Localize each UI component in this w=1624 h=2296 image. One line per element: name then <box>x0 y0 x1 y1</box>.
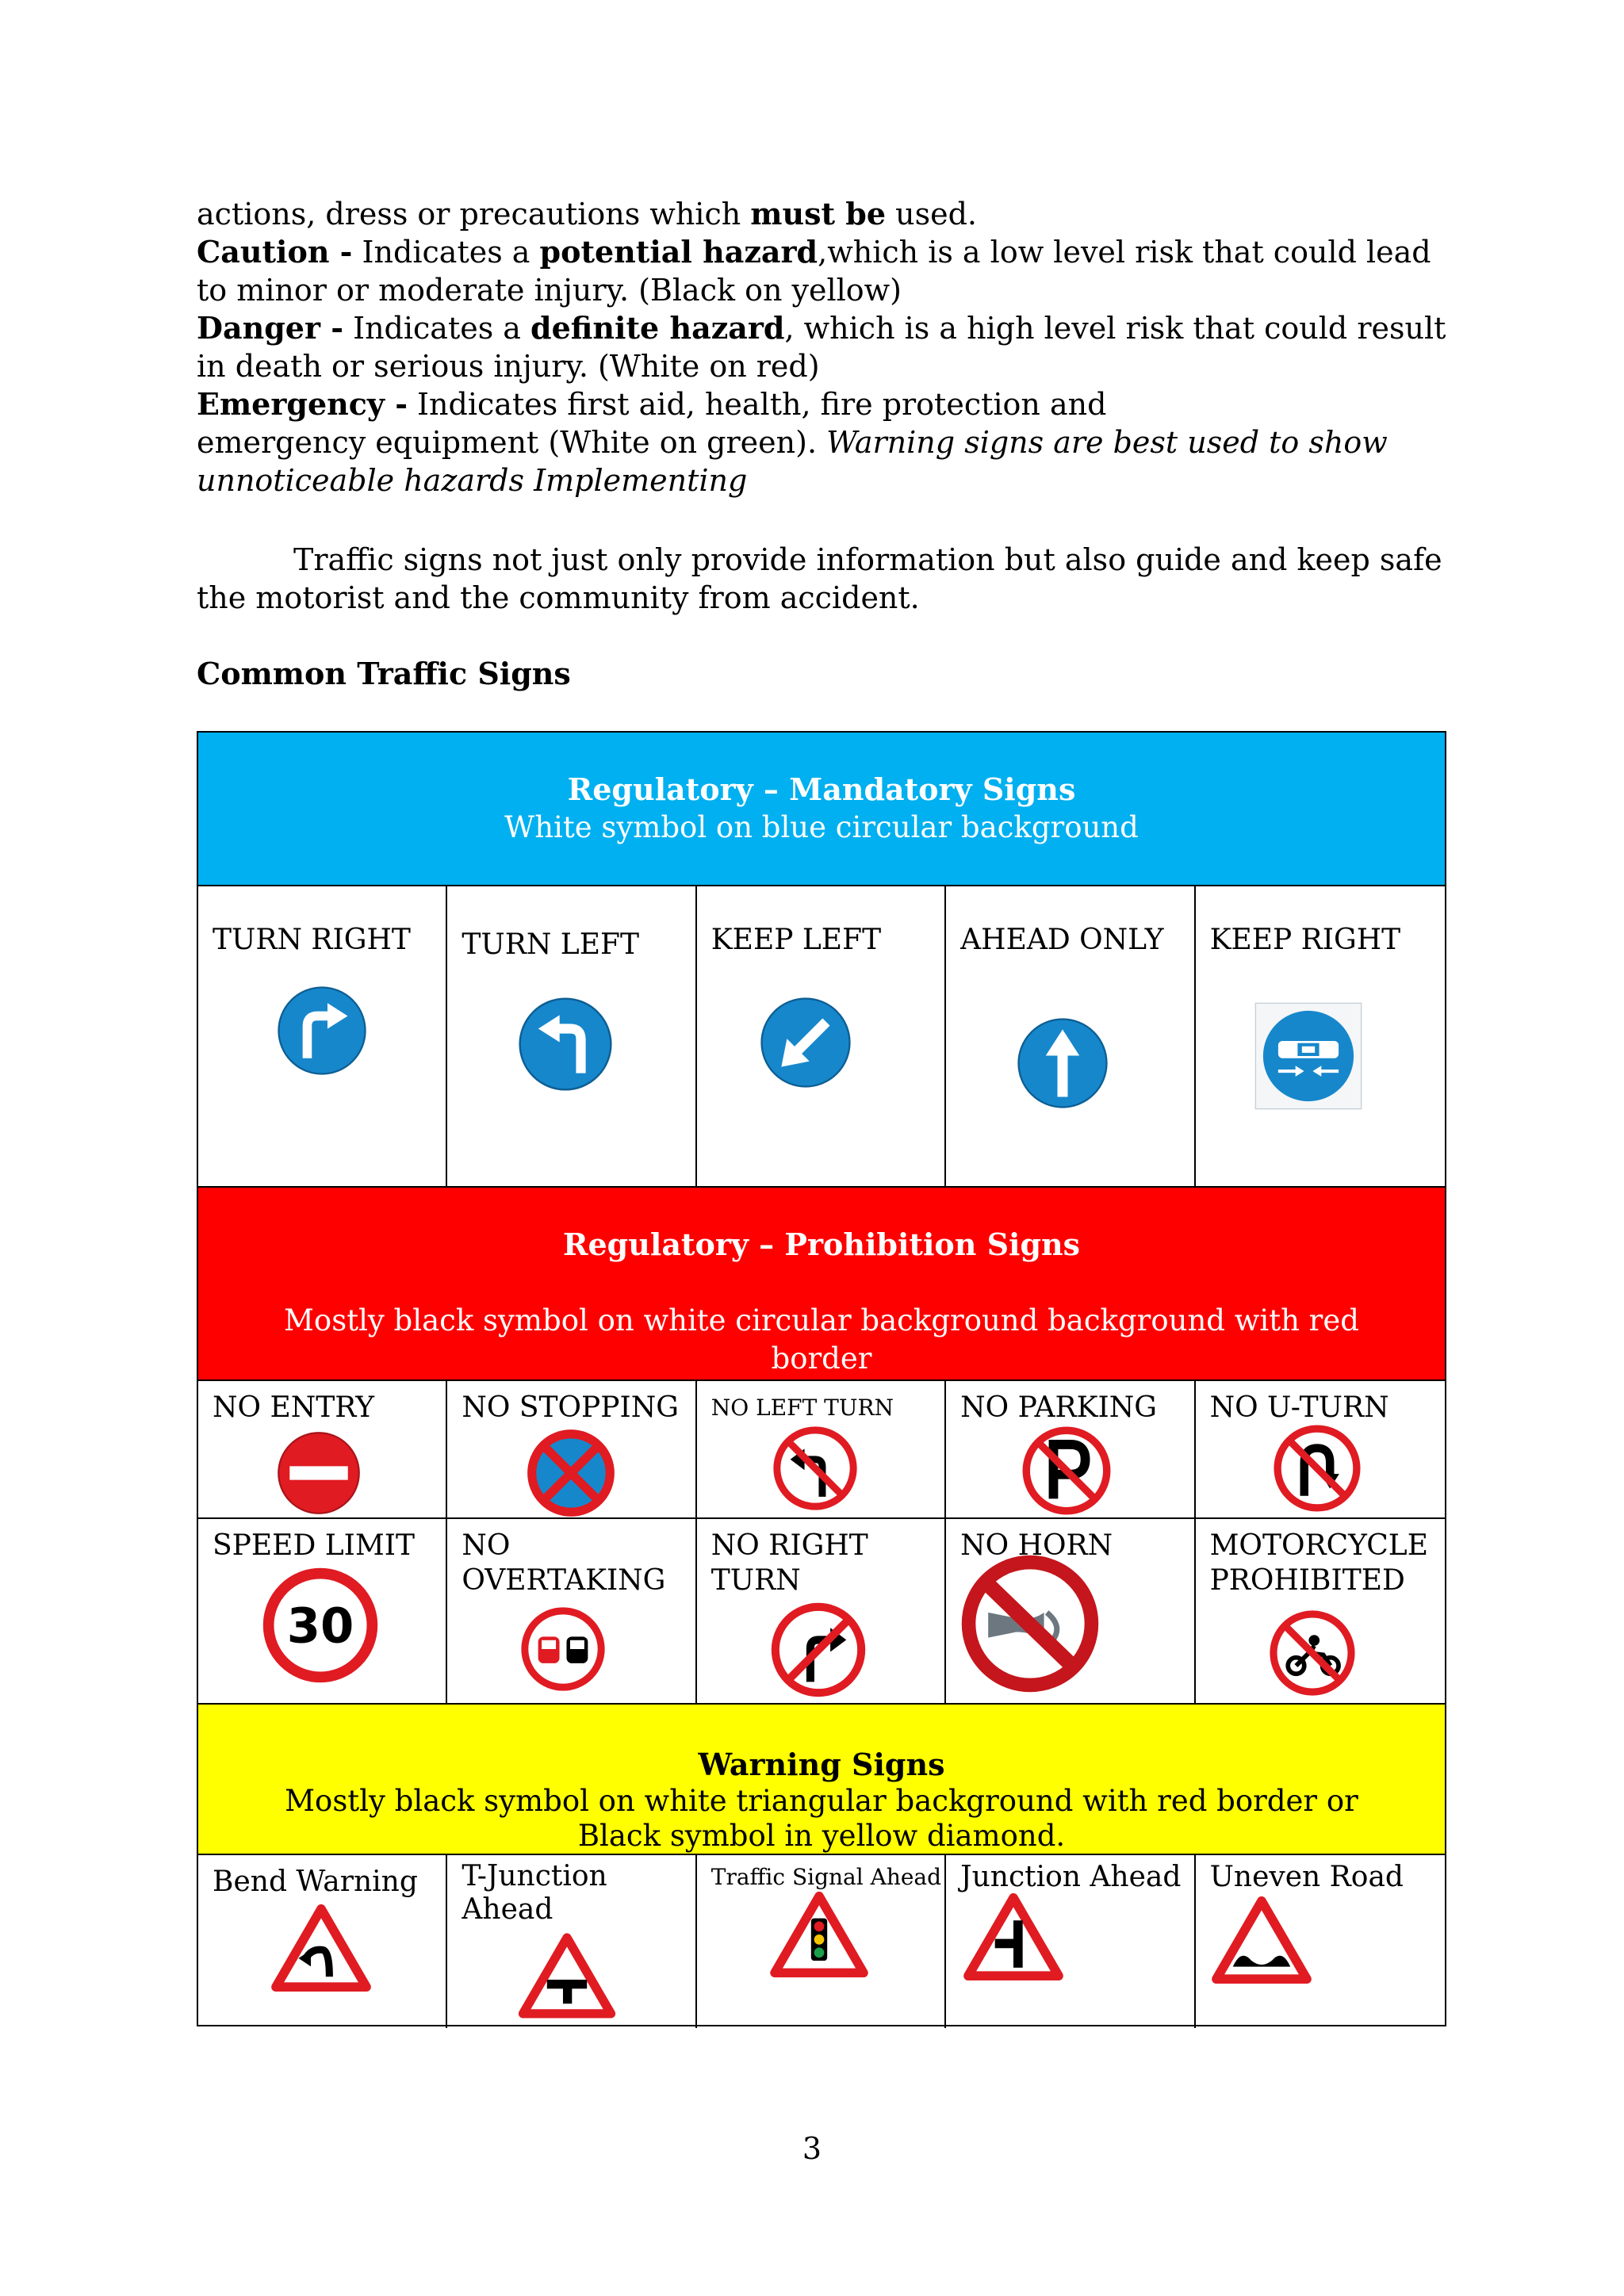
sign-cell <box>447 886 696 1186</box>
danger-definition: Danger - Indicates a definite hazard, which is a high level risk that could result in death or serious injury. (White on red) <box>197 310 1446 384</box>
no-parking-icon <box>1017 1424 1116 1517</box>
warning-row <box>198 1855 1445 2028</box>
sign-label: Uneven Road <box>1209 1861 1404 1893</box>
sign-label: AHEAD ONLY <box>960 924 1164 956</box>
sign-cell <box>946 1519 1195 1703</box>
sign-label: NO U-TURN <box>1209 1391 1389 1424</box>
no-left-turn-icon <box>765 1424 865 1513</box>
sign-cell <box>198 1855 447 2028</box>
sign-label: NO OVERTAKING <box>462 1529 666 1597</box>
sign-cell <box>447 1381 696 1517</box>
mandatory-band <box>198 733 1445 886</box>
sign-label: NO STOPPING <box>462 1391 679 1424</box>
sign-label: NO LEFT TURN <box>710 1395 894 1421</box>
sign-label: NO HORN <box>960 1529 1113 1562</box>
ahead-only-icon <box>1016 1016 1109 1110</box>
no-horn-icon <box>960 1554 1100 1693</box>
no-u-turn-icon <box>1264 1422 1370 1514</box>
mandatory-title: Regulatory – Mandatory Signs <box>567 771 1076 807</box>
sign-cell <box>198 1381 447 1517</box>
turn-left-icon <box>517 996 614 1093</box>
sign-cell <box>946 1855 1195 2028</box>
keep-left-icon <box>759 996 852 1089</box>
prohibition-band <box>198 1188 1445 1381</box>
traffic-paragraph: Traffic signs not just only provide information but also guide and keep safe the motorist and the community from accident. <box>197 542 1442 615</box>
bend-warning-icon <box>270 1903 373 1993</box>
prohibition-row <box>198 1381 1445 1519</box>
warning-subtitle-line2: Black symbol in yellow diamond. <box>577 1819 1066 1853</box>
sign-cell <box>697 886 946 1186</box>
sign-cell <box>1196 886 1445 1186</box>
sign-cell <box>198 1519 447 1703</box>
uneven-road-icon <box>1210 1895 1313 1985</box>
speed-limit-value: 30 <box>286 1598 354 1655</box>
signs-table <box>197 731 1446 2026</box>
sign-label: SPEED LIMIT <box>213 1529 415 1562</box>
sign-label: Junction Ahead <box>960 1861 1182 1893</box>
page-number: 3 <box>802 2131 822 2166</box>
warning-title: Warning Signs <box>698 1747 945 1782</box>
seatbelt-icon <box>1254 1002 1362 1110</box>
no-entry-icon <box>274 1430 363 1516</box>
sign-label: Bend Warning <box>213 1866 418 1898</box>
prohibition-title: Regulatory – Prohibition Signs <box>562 1226 1081 1262</box>
sign-label: NO RIGHT TURN <box>710 1529 868 1597</box>
mandatory-subtitle: White symbol on blue circular background <box>504 810 1139 844</box>
warning-subtitle-line1: Mostly black symbol on white triangular background with red border or <box>285 1784 1358 1818</box>
sign-cell <box>198 886 447 1186</box>
sign-label: TURN LEFT <box>462 928 639 961</box>
sign-label: MOTORCYCLE PROHIBITED <box>1209 1529 1428 1597</box>
warning-band <box>198 1705 1445 1855</box>
sign-cell <box>697 1855 946 2028</box>
sign-label: NO ENTRY <box>213 1391 375 1424</box>
sign-label: KEEP RIGHT <box>1209 924 1401 956</box>
sign-cell <box>1196 1855 1445 2028</box>
prohibition-subtitle: Mostly black symbol on white circular background background with red border <box>284 1303 1359 1376</box>
turn-right-icon <box>276 985 368 1077</box>
sign-label: NO PARKING <box>960 1391 1158 1424</box>
no-stopping-icon <box>527 1429 615 1517</box>
intro-text: actions, dress or precautions which must be used. Caution - Indicates a potential hazard,which is a low level risk that could lead to minor or moderate injury. (Black on yellow) Danger - Indicates a definite hazard, which is a high level risk that could result in death or serious injury. (White on red) Emergency - Indicates first aid, health, fire protection and emergency equipment (White on green). Warning signs are best used to show unnoticeable hazards Implementing <box>197 195 1450 499</box>
mandatory-row <box>198 886 1445 1188</box>
sign-cell <box>447 1855 696 2028</box>
no-overtaking-icon <box>519 1605 607 1693</box>
sign-label: TURN RIGHT <box>213 924 411 956</box>
caution-definition: Caution - Indicates a potential hazard,which is a low level risk that could lead to minor or moderate injury. (Black on yellow) <box>197 234 1431 308</box>
sign-cell <box>697 1381 946 1517</box>
sign-cell <box>1196 1381 1445 1517</box>
junction-ahead-icon <box>962 1892 1065 1982</box>
speed-limit-icon <box>260 1565 381 1686</box>
emergency-definition: Emergency - Indicates first aid, health, fire protection and emergency equipment (White on green). Warning signs are best used to show unnoticeable hazards Implementing <box>197 386 1388 498</box>
sign-cell <box>447 1519 696 1703</box>
section-title: Common Traffic Signs <box>197 656 571 691</box>
sign-cell <box>1196 1519 1445 1703</box>
prohibition-row <box>198 1519 1445 1705</box>
sign-cell <box>946 886 1195 1186</box>
sign-label: T-Junction Ahead <box>462 1860 607 1926</box>
motorcycle-prohibited-icon <box>1267 1608 1358 1698</box>
sign-label: KEEP LEFT <box>710 924 882 956</box>
sign-cell <box>946 1381 1195 1517</box>
sign-cell <box>697 1519 946 1703</box>
t-junction-icon <box>517 1931 617 2020</box>
traffic-signal-icon <box>768 1890 870 1979</box>
sign-label: Traffic Signal Ahead <box>710 1864 942 1890</box>
no-right-turn-icon <box>762 1600 875 1700</box>
